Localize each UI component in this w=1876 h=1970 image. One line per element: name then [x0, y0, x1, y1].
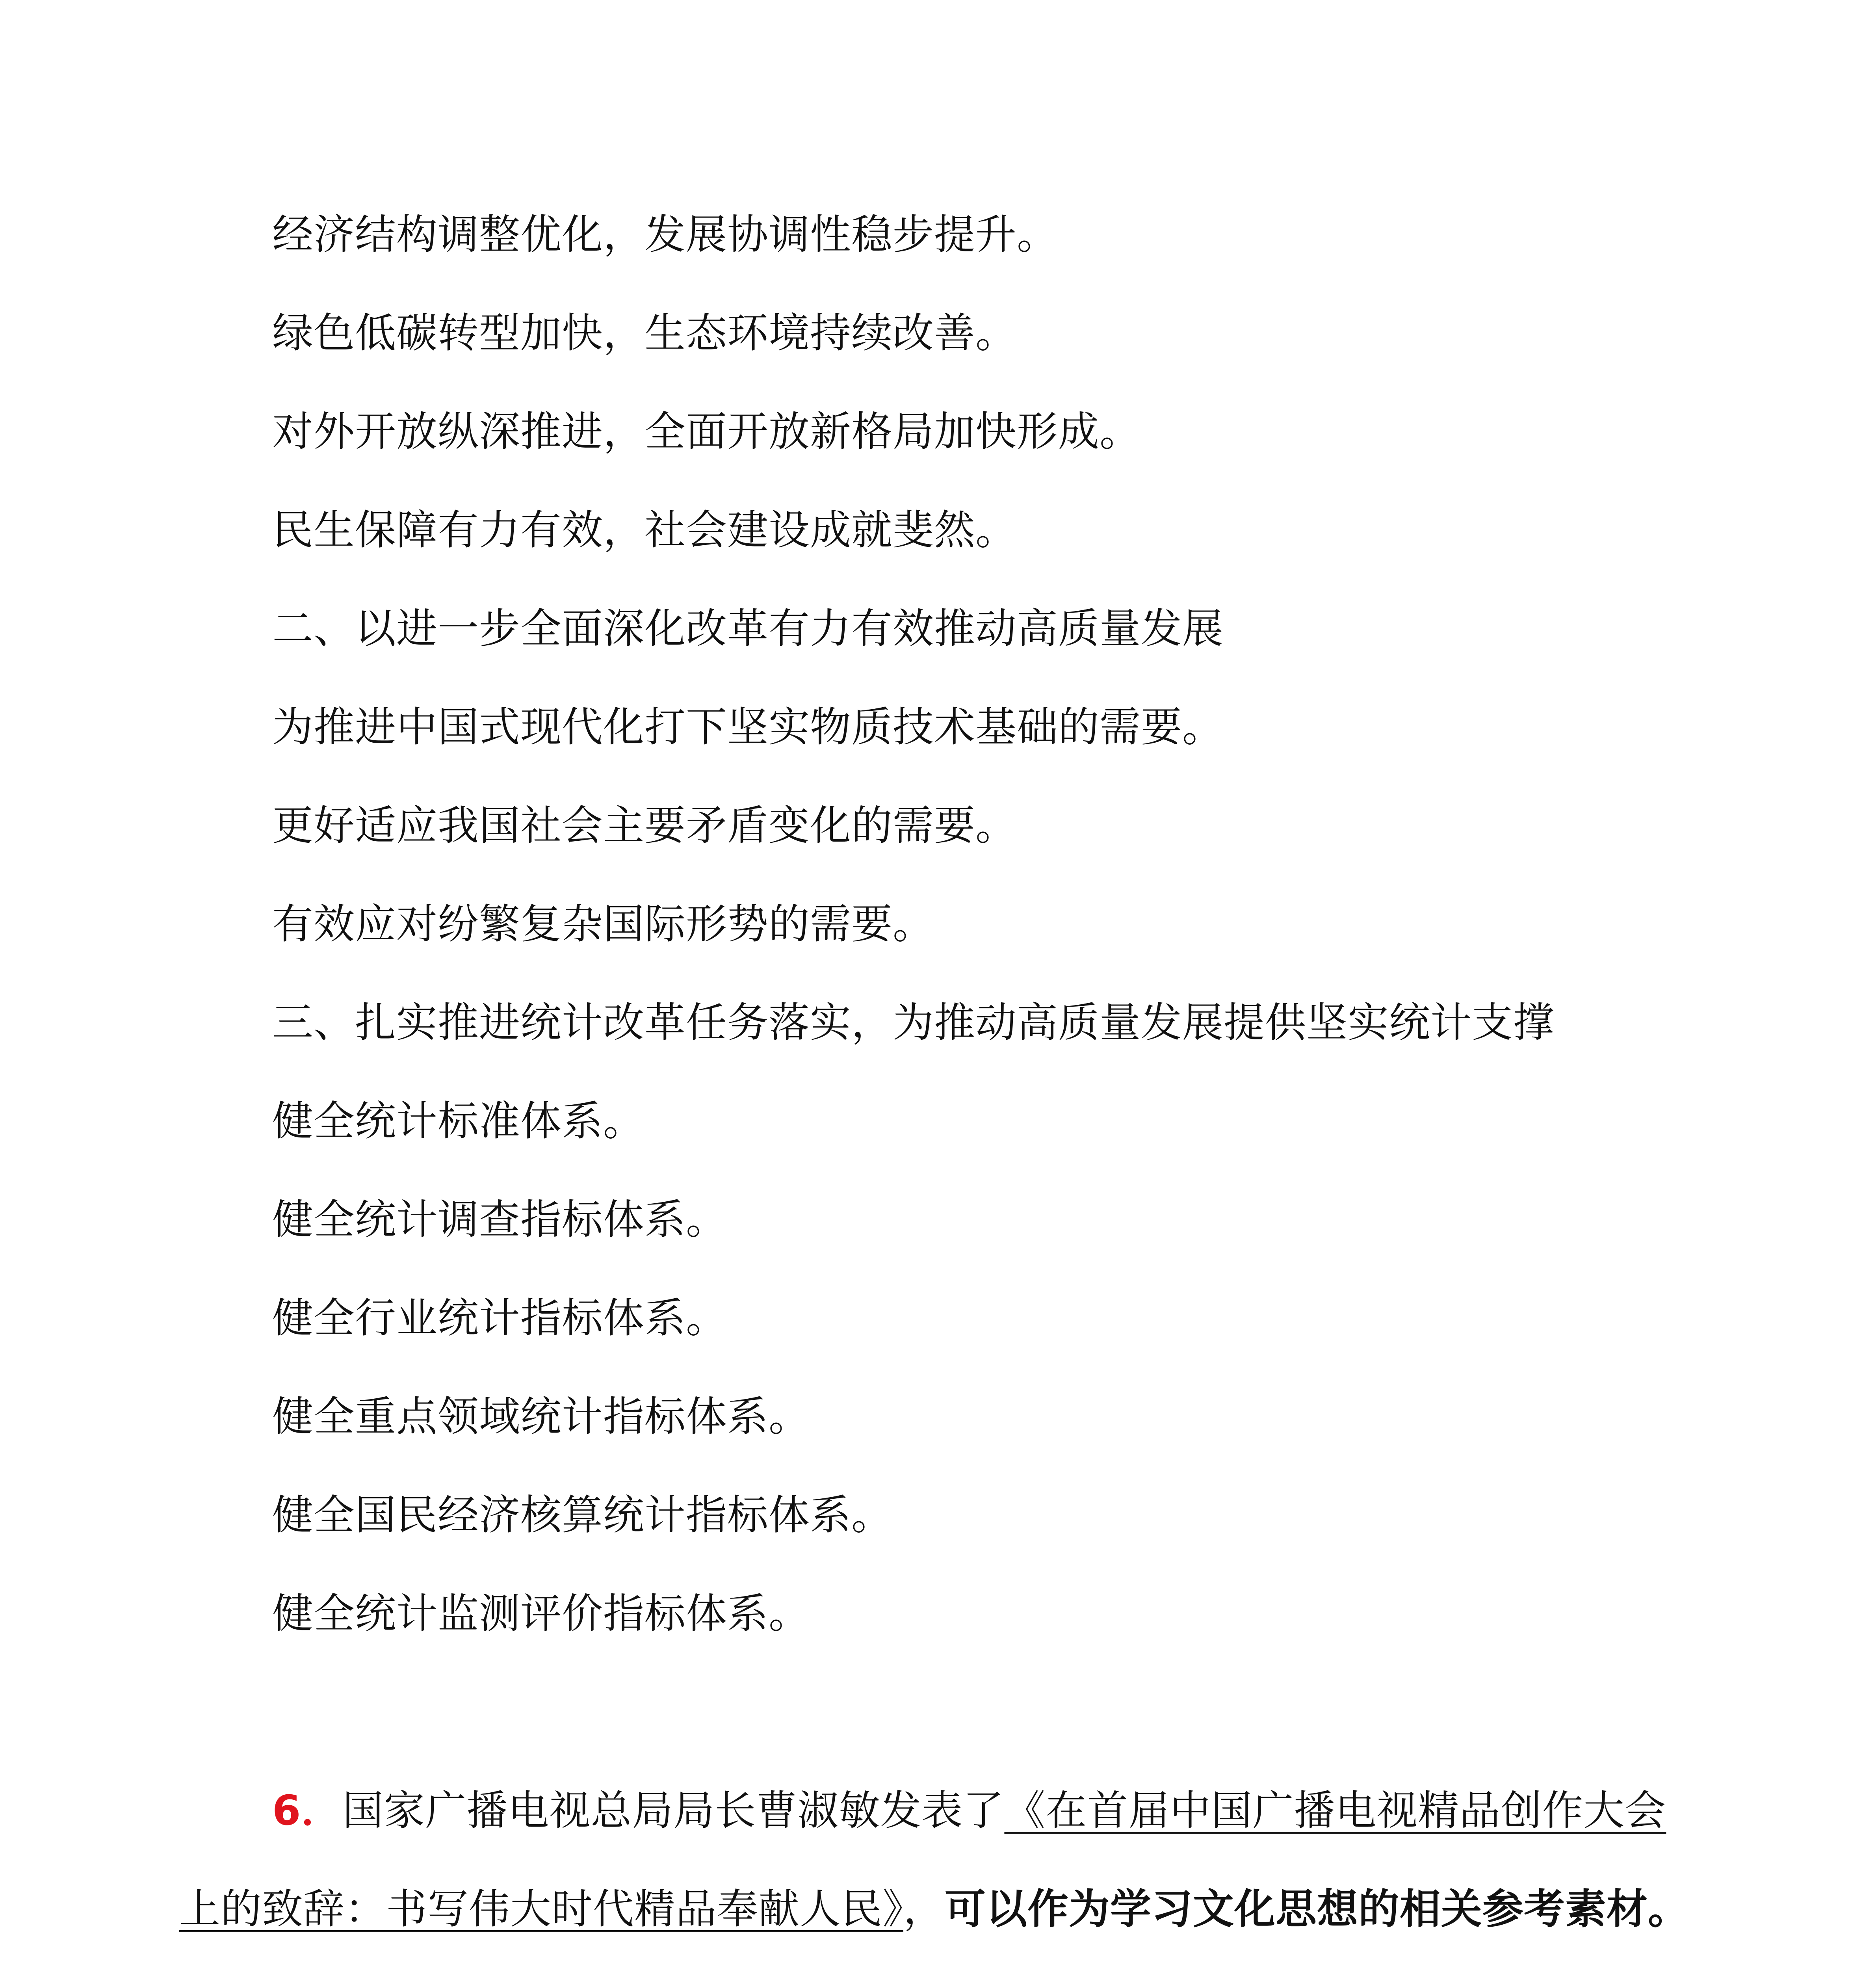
item-7-paragraph [179, 1958, 1704, 1970]
section3-item: 健全行业统计指标体系。 [272, 1294, 728, 1342]
item-6-paragraph [179, 1761, 1704, 1958]
section2-item: 有效应对纷繁复杂国际形势的需要。 [272, 900, 934, 948]
section3-item: 健全统计标准体系。 [272, 1097, 645, 1145]
section1-item: 绿色低碳转型加快，生态环境持续改善。 [272, 309, 1017, 357]
section1-item: 经济结构调整优化，发展协调性稳步提升。 [272, 210, 1059, 258]
document-body [179, 185, 1704, 1970]
item-6-bold-note: 可以作为学习文化思想的相关参考素材。 [945, 1885, 1690, 1933]
item-6-number: 6． [272, 1786, 343, 1834]
section2-heading: 二、以进一步全面深化改革有力有效推动高质量发展 [272, 604, 1224, 652]
item-6-article-link[interactable]: 《在首届中国广播电视精品创作大会上的致辞：书写伟大时代精品奉献人民》 [179, 1786, 1666, 1933]
item-6-lead: 国家广播电视总局局长曹淑敏发表了 [342, 1786, 1005, 1834]
section3-item: 健全国民经济核算统计指标体系。 [272, 1491, 893, 1539]
paragraph-spacer [179, 1663, 1704, 1761]
section3-item: 健全统计监测评价指标体系。 [272, 1589, 810, 1637]
section1-item: 民生保障有力有效，社会建设成就斐然。 [272, 506, 1017, 554]
section3-heading: 三、扎实推进统计改革任务落实，为推动高质量发展提供坚实统计支撑 [272, 998, 1555, 1046]
section2-item: 更好适应我国社会主要矛盾变化的需要。 [272, 801, 1017, 849]
section1-item: 对外开放纵深推进，全面开放新格局加快形成。 [272, 407, 1141, 455]
section3-item: 健全统计调查指标体系。 [272, 1195, 728, 1243]
section3-item: 健全重点领域统计指标体系。 [272, 1392, 810, 1440]
item-6-separator: ， [903, 1885, 945, 1933]
section2-item: 为推进中国式现代化打下坚实物质技术基础的需要。 [272, 703, 1224, 751]
